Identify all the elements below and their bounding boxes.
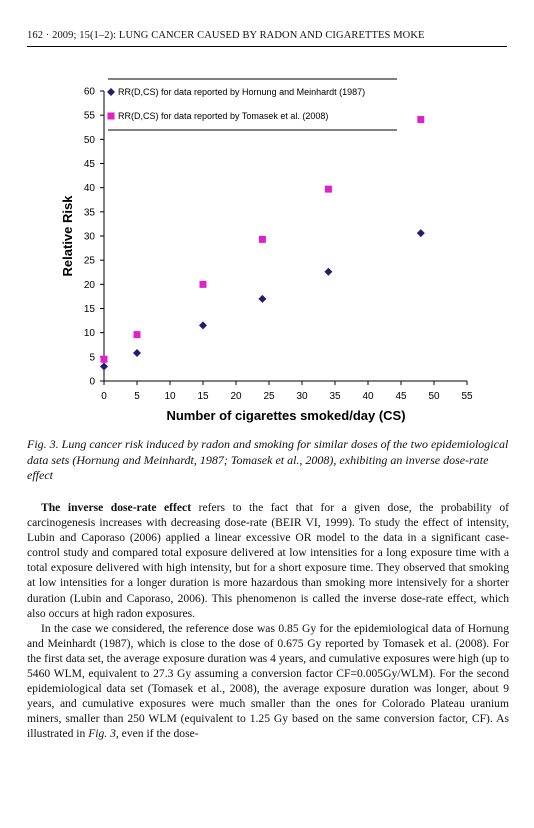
legend-entry-hornung: RR(D,CS) for data reported by Hornung and Meinhardt (1987) [118, 87, 366, 97]
y-tick-label: 10 [83, 328, 95, 340]
data-point-hornung [324, 268, 332, 276]
x-tick-label: 10 [164, 391, 176, 402]
body-text [27, 500, 509, 742]
y-tick-label: 5 [89, 352, 95, 364]
figure-reference: Fig. 3, [88, 727, 119, 741]
x-tick-label: 5 [134, 391, 140, 402]
data-point-tomasek [134, 331, 141, 338]
data-point-tomasek [200, 281, 207, 288]
x-tick-label: 0 [101, 391, 107, 402]
data-point-tomasek [101, 356, 108, 363]
paragraph-2 [27, 621, 509, 742]
x-axis [101, 381, 473, 402]
y-axis-label: Relative Risk [60, 195, 75, 277]
legend [107, 79, 397, 130]
y-tick-label: 30 [83, 231, 95, 243]
y-tick-label: 45 [83, 159, 95, 170]
paragraph-1-lead: The inverse dose-rate effect [41, 501, 192, 514]
y-tick-label: 50 [83, 134, 95, 146]
legend-marker-hornung [107, 88, 115, 96]
y-tick-label: 20 [83, 279, 95, 291]
y-tick-label: 25 [83, 255, 95, 267]
paragraph-1 [27, 500, 509, 621]
paragraph-2-part-a: In the case we considered, the reference dose was 0.85 Gy for the epidemiological data of Hornung and Meinhardt (1987), which is close to the dose of 0.675 Gy reported by Tomasek et al. (2008). For the first data set, the average exposure duration was 4 years, and cumulative exposures were high (up to 5460 WLM, equivalent to 27.3 Gy assuming a conversion factor CF=0.005Gy/WLM). For the second epidemiological data set (Tomasek et al., 2008), the average exposure duration was longer, about 9 years, and cumulative exposures were much smaller than the ones for Colorado Plateau uranium miners, smaller than 250 WLM (equivalent to 1.25 Gy based on the same conversion factor, CF). As illustrated in [27, 621, 509, 741]
x-tick-label: 25 [263, 391, 275, 402]
x-tick-label: 45 [395, 391, 407, 402]
data-point-hornung [199, 321, 207, 329]
y-tick-label: 40 [83, 183, 95, 195]
figure-caption: Fig. 3. Lung cancer risk induced by radon and smoking for similar doses of the two epidemiological data sets (Hornung and Meinhardt, 1987; Tomasek et al., 2008), exhibiting an inverse dose-rate effect [27, 437, 509, 482]
data-point-tomasek [259, 236, 266, 243]
paragraph-2-part-b: even if the dose- [118, 727, 199, 741]
data-point-hornung [417, 229, 425, 237]
y-tick-label: 55 [83, 110, 95, 122]
x-tick-label: 30 [296, 391, 308, 402]
data-points [100, 116, 425, 370]
data-point-hornung [100, 363, 108, 371]
x-tick-label: 40 [362, 391, 374, 402]
data-point-hornung [133, 349, 141, 357]
x-tick-label: 35 [329, 391, 341, 402]
y-tick-label: 15 [83, 304, 95, 315]
legend-marker-tomasek [108, 113, 115, 120]
y-tick-label: 35 [83, 207, 95, 219]
y-tick-label: 0 [89, 376, 95, 388]
legend-entry-tomasek: RR(D,CS) for data reported by Tomasek et al. (2008) [118, 111, 329, 121]
x-axis-label: Number of cigarettes smoked/day (CS) [166, 408, 406, 423]
data-point-tomasek [417, 116, 424, 123]
data-point-hornung [258, 295, 266, 303]
running-head: 162 · 2009; 15(1–2): LUNG CANCER CAUSED BY RADON AND CIGARETTES MOKE [27, 30, 425, 41]
data-point-tomasek [325, 186, 332, 193]
x-tick-label: 50 [428, 391, 440, 402]
x-tick-label: 15 [197, 391, 209, 402]
x-tick-label: 20 [230, 391, 242, 402]
paragraph-1-rest: refers to the fact that for a given dose, the probability of carcinogenesis increases with decreasing dose-rate (BEIR VI, 1999). To study the effect of intensity, Lubin and Caporaso (2006) applied a linear excessive OR model to the data in a significant case-control study and compared total exposure delivered at low intensities for a long exposure time with a total exposure delivered with high intensity, but for a short exposure time. They observed that smoking at low intensities for a longer duration is more hazardous than smoking more intensively for a shorter duration (Lubin and Caporaso, 2006). This phenomenon is called the inverse dose-rate effect, which also occurs at high radon exposures. [27, 501, 509, 620]
y-tick-label: 60 [83, 86, 95, 98]
y-axis [84, 87, 104, 388]
x-tick-label: 55 [461, 391, 473, 402]
